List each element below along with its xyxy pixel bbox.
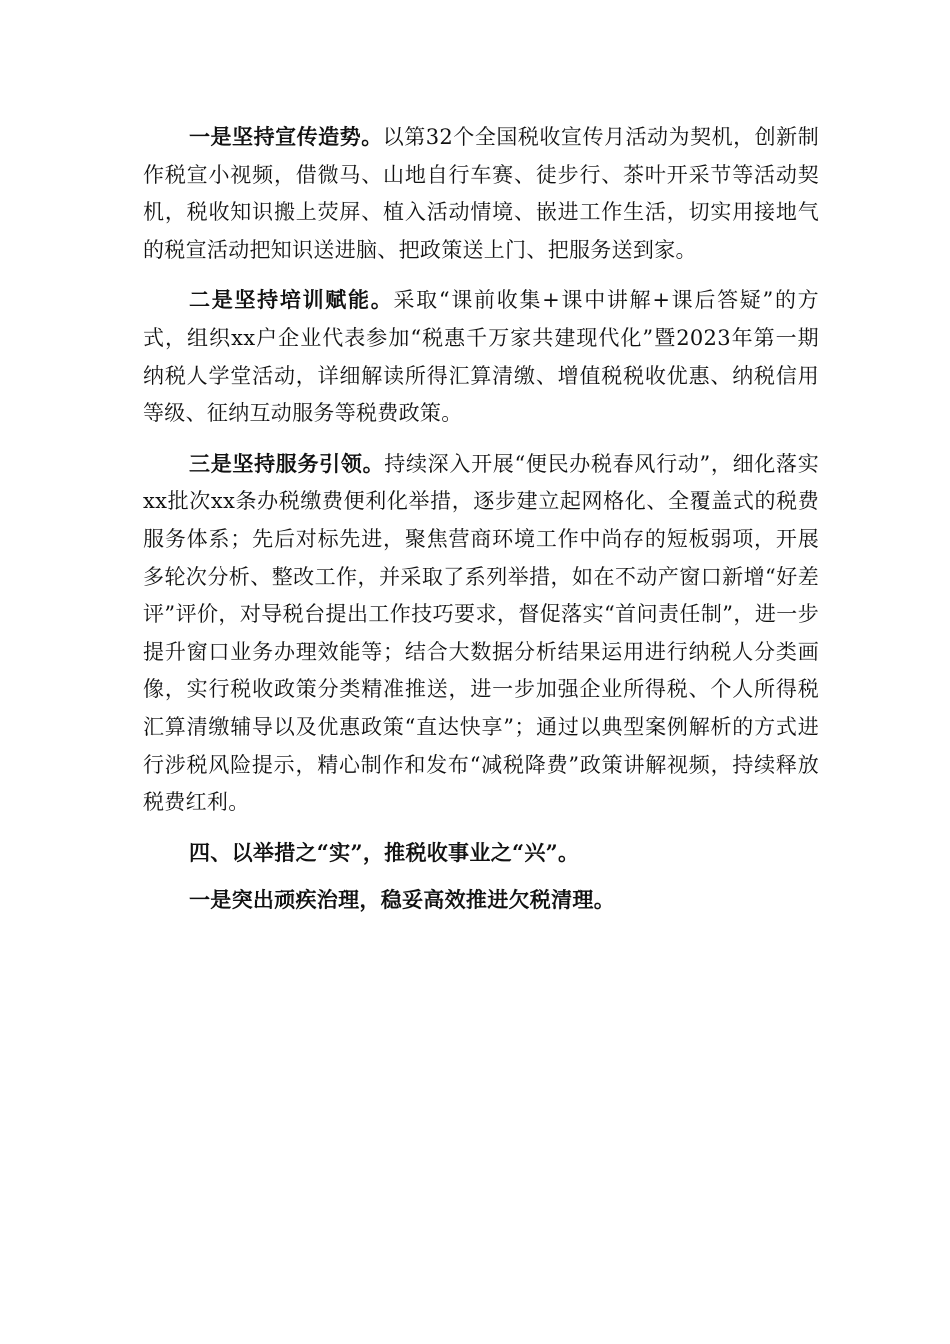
paragraph-text: 采取“课前收集+课中讲解+课后答疑”的方式，组织xx户企业代表参加“税惠千万家共建现代化”暨2023年第一期纳税人学堂活动，详细解读所得汇算清缴、增值税税收优惠、纳税信用等级、征纳互动服务等税费政策。 xyxy=(143,288,819,426)
paragraph-lead: 三是坚持服务引领。 xyxy=(189,450,385,476)
paragraph-service xyxy=(143,445,819,822)
paragraph-training xyxy=(143,281,819,432)
paragraph-text: 以第32个全国税收宣传月活动为契机，创新制作税宣小视频，借微马、山地自行车赛、徒步行、茶叶开采节等活动契机，税收知识搬上荧屏、植入活动情境、嵌进工作生活，切实用接地气的税宣活动把知识送进脑、把政策送上门、把服务送到家。 xyxy=(143,125,819,262)
paragraph-publicity xyxy=(143,118,819,269)
section-heading: 四、以举措之“实”，推税收事业之“兴”。 xyxy=(189,839,580,865)
paragraph-lead: 二是坚持培训赋能。 xyxy=(189,287,394,313)
sub-heading: 一是突出顽疾治理，稳妥高效推进欠税清理。 xyxy=(189,887,615,913)
paragraph-lead: 一是坚持宣传造势。 xyxy=(189,124,383,149)
paragraph-text: 持续深入开展“便民办税春风行动”，细化落实xx批次xx条办税缴费便利化举措，逐步建立起网格化、全覆盖式的税费服务体系；先后对标先进，聚焦营商环境工作中尚存的短板弱项，开展多轮次分析、整改工作，并采取了系列举措，如在不动产窗口新增“好差评”评价，对导税台提出工作技巧要求，督促落实“首问责任制”，进一步提升窗口业务办理效能等；结合大数据分析结果运用进行纳税人分类画像，实行税收政策分类精准推送，进一步加强企业所得税、个人所得税汇算清缴辅导以及优惠政策“直达快享”；通过以典型案例解析的方式进行涉税风险提示，精心制作和发布“减税降费”政策讲解视频，持续释放税费红利。 xyxy=(143,451,819,815)
document-body xyxy=(143,118,819,931)
